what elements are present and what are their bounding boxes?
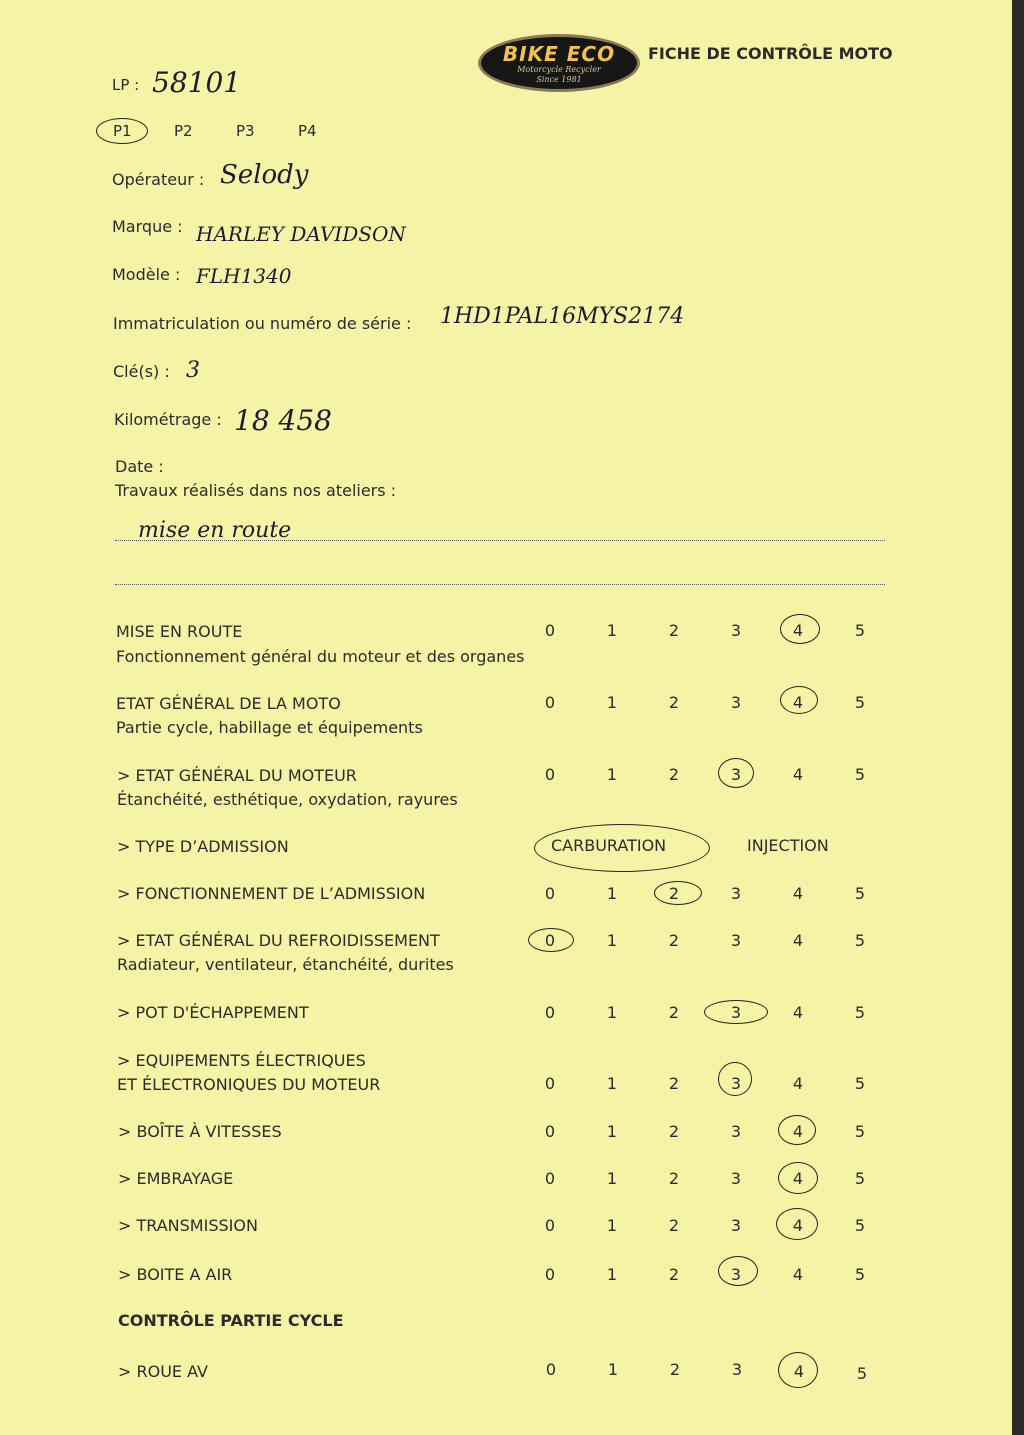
score-2[interactable]: 2 [668,1122,680,1141]
works-label: Travaux réalisés dans nos ateliers : [115,481,397,500]
score-3[interactable]: 3 [730,1216,742,1235]
row-refroidissement-sub: Radiateur, ventilateur, étanchéité, durites [117,955,454,974]
score-2[interactable]: 2 [668,765,680,784]
score-2[interactable]: 2 [669,1360,681,1379]
score-3[interactable]: 3 [730,884,742,903]
score-4[interactable]: 4 [792,1003,804,1022]
score-2[interactable]: 2 [668,1169,680,1188]
score-1[interactable]: 1 [606,621,618,640]
score-circle-mark [704,1000,768,1024]
operator-label: Opérateur : [112,170,205,189]
date-label: Date : [115,457,164,476]
priority-p3[interactable]: P3 [236,122,255,140]
score-5[interactable]: 5 [854,1216,866,1235]
score-circle-mark [718,1062,752,1096]
row-mise-en-route-label: MISE EN ROUTE [116,622,243,641]
keys-value[interactable]: 3 [186,358,200,383]
score-5[interactable]: 5 [854,765,866,784]
row-refroidissement-label: > ETAT GÉNÉRAL DU REFROIDISSEMENT [117,931,440,950]
score-0[interactable]: 0 [544,693,556,712]
score-3[interactable]: 3 [730,1169,742,1188]
score-4[interactable]: 4 [792,1074,804,1093]
score-4[interactable]: 4 [793,1362,805,1381]
score-2[interactable]: 2 [668,1216,680,1235]
score-3[interactable]: 3 [730,1074,742,1093]
score-1[interactable]: 1 [606,1216,618,1235]
priority-p2[interactable]: P2 [174,122,193,140]
section-controle-partie-cycle: CONTRÔLE PARTIE CYCLE [118,1311,344,1330]
model-label: Modèle : [112,265,181,284]
score-1[interactable]: 1 [606,693,618,712]
score-5[interactable]: 5 [854,1003,866,1022]
score-4[interactable]: 4 [792,1216,804,1235]
score-5[interactable]: 5 [854,1122,866,1141]
score-1[interactable]: 1 [606,1169,618,1188]
score-3[interactable]: 3 [730,621,742,640]
score-4[interactable]: 4 [792,1265,804,1284]
priority-circle-mark [96,118,148,144]
score-0[interactable]: 0 [544,765,556,784]
mileage-label: Kilométrage : [114,410,222,429]
score-0[interactable]: 0 [544,931,556,950]
row-type-admission-label: > TYPE D’ADMISSION [117,837,289,856]
score-3[interactable]: 3 [730,1003,742,1022]
row-etat-moto-label: ETAT GÉNÉRAL DE LA MOTO [116,694,341,713]
score-3[interactable]: 3 [730,1265,742,1284]
row-boite-air-label: > BOITE A AIR [118,1265,233,1284]
works-line-2 [115,584,885,585]
score-4[interactable]: 4 [792,884,804,903]
row-pot-echappement-label: > POT D'ÉCHAPPEMENT [117,1003,309,1022]
score-circle-mark [778,1162,818,1194]
score-1[interactable]: 1 [606,884,618,903]
score-0[interactable]: 0 [545,1360,557,1379]
score-0[interactable]: 0 [544,1003,556,1022]
priority-p1[interactable]: P1 [113,122,132,140]
score-4[interactable]: 4 [792,1122,804,1141]
row-transmission-label: > TRANSMISSION [118,1216,258,1235]
score-0[interactable]: 0 [544,884,556,903]
score-4[interactable]: 4 [792,621,804,640]
row-etat-moto-sub: Partie cycle, habillage et équipements [116,718,423,737]
score-4[interactable]: 4 [792,765,804,784]
logo-since: Since 1981 [536,75,582,84]
score-2[interactable]: 2 [668,1265,680,1284]
score-3[interactable]: 3 [730,931,742,950]
page-title: FICHE DE CONTRÔLE MOTO [648,44,893,63]
row-roue-av-label: > ROUE AV [118,1362,208,1381]
mileage-value[interactable]: 18 458 [234,404,332,437]
lp-label: LP : [112,76,140,94]
option-circle-mark [534,824,710,872]
score-circle-mark [718,758,754,788]
score-circle-mark [778,1352,818,1388]
bike-eco-logo [478,34,640,92]
row-equipements-label: > EQUIPEMENTS ÉLECTRIQUES [117,1051,366,1070]
score-0[interactable]: 0 [544,1169,556,1188]
score-circle-mark [776,1208,818,1240]
operator-value[interactable]: Selody [220,160,309,190]
score-2[interactable]: 2 [668,693,680,712]
score-circle-mark [780,614,820,644]
score-0[interactable]: 0 [544,1122,556,1141]
score-2[interactable]: 2 [668,884,680,903]
score-4[interactable]: 4 [792,931,804,950]
score-3[interactable]: 3 [730,765,742,784]
score-5[interactable]: 5 [854,1265,866,1284]
score-1[interactable]: 1 [606,1003,618,1022]
score-1[interactable]: 1 [606,1122,618,1141]
score-3[interactable]: 3 [731,1360,743,1379]
brand-value[interactable]: HARLEY DAVIDSON [196,222,406,246]
logo-name: BIKE ECO [502,42,616,66]
score-5[interactable]: 5 [854,1169,866,1188]
score-1[interactable]: 1 [606,1074,618,1093]
score-2[interactable]: 2 [668,1074,680,1093]
keys-label: Clé(s) : [113,362,170,381]
row-etat-moteur-sub: Étanchéité, esthétique, oxydation, rayures [117,790,458,809]
score-0[interactable]: 0 [544,1216,556,1235]
score-5[interactable]: 5 [856,1364,868,1383]
score-4[interactable]: 4 [792,1169,804,1188]
row-etat-moteur-label: > ETAT GÉNÉRAL DU MOTEUR [117,766,357,785]
row-equipements-sub: ET ÉLECTRONIQUES DU MOTEUR [117,1075,381,1094]
row-mise-en-route-sub: Fonctionnement général du moteur et des organes [116,647,525,666]
score-5[interactable]: 5 [854,931,866,950]
row-embrayage-label: > EMBRAYAGE [118,1169,234,1188]
score-3[interactable]: 3 [730,1122,742,1141]
score-1[interactable]: 1 [607,1360,619,1379]
score-5[interactable]: 5 [854,1074,866,1093]
score-2[interactable]: 2 [668,621,680,640]
works-value[interactable]: mise en route [138,518,292,543]
score-0[interactable]: 0 [544,1265,556,1284]
score-0[interactable]: 0 [544,1074,556,1093]
score-circle-mark [780,686,818,714]
row-boite-vitesses-label: > BOÎTE À VITESSES [118,1122,282,1141]
priority-p4[interactable]: P4 [298,122,317,140]
score-circle-mark [528,928,574,952]
logo-tagline: Motorcycle Recycler [517,65,601,74]
score-2[interactable]: 2 [668,1003,680,1022]
score-5[interactable]: 5 [854,621,866,640]
score-2[interactable]: 2 [668,931,680,950]
score-1[interactable]: 1 [606,765,618,784]
serial-label: Immatriculation ou numéro de série : [113,314,412,333]
score-0[interactable]: 0 [544,621,556,640]
works-line-1 [115,540,885,541]
option-injection[interactable]: INJECTION [747,836,829,855]
option-carburation[interactable]: CARBURATION [551,836,667,855]
score-circle-mark [778,1115,816,1145]
score-circle-mark [654,881,702,905]
serial-value[interactable]: 1HD1PAL16MYS2174 [440,304,685,329]
score-4[interactable]: 4 [792,693,804,712]
score-1[interactable]: 1 [606,1265,618,1284]
score-1[interactable]: 1 [606,931,618,950]
lp-value[interactable]: 58101 [152,66,242,99]
score-circle-mark [718,1256,758,1286]
brand-label: Marque : [112,217,183,236]
score-3[interactable]: 3 [730,693,742,712]
model-value[interactable]: FLH1340 [196,264,292,288]
row-fonct-admission-label: > FONCTIONNEMENT DE L’ADMISSION [117,884,426,903]
score-5[interactable]: 5 [854,884,866,903]
score-5[interactable]: 5 [854,693,866,712]
